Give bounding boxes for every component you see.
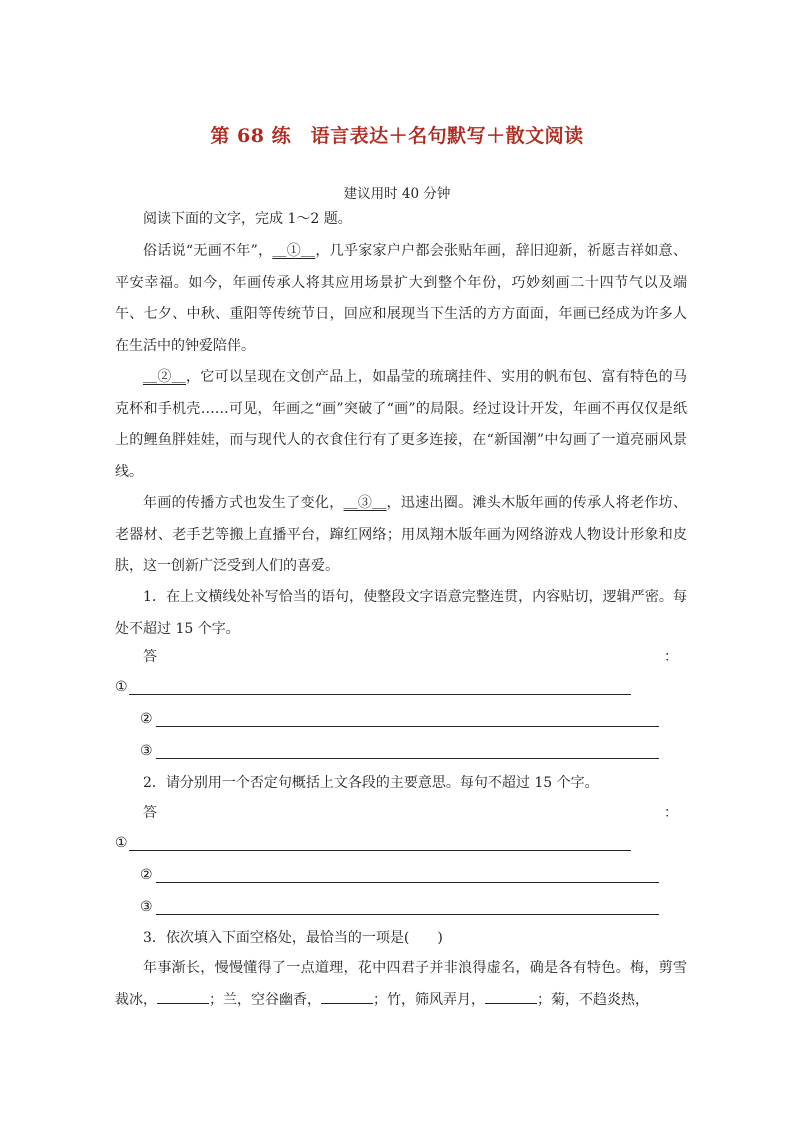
answer-label-2: 答 bbox=[143, 805, 157, 821]
blank-1: ＿①＿ bbox=[272, 243, 316, 259]
question-2: 2．请分别用一个否定句概括上文各段的主要意思。每句不超过 15 个字。 bbox=[143, 775, 599, 791]
answer-line-2-2[interactable]: ② bbox=[140, 865, 662, 885]
answer-line-2-1[interactable]: ① bbox=[115, 833, 635, 853]
answer-label-1: 答 bbox=[143, 649, 157, 665]
answer-colon-1: ： bbox=[664, 649, 678, 665]
passage-paragraph-2: ＿②＿，它可以呈现在文创产品上，如晶莹的琉璃挂件、实用的帆布包、富有特色的马克杯和手机壳……可见，年画之“画”突破了“画”的局限。经过设计开发，年画不再仅仅是纸上的鲤鱼胖娃娃，而与现代人的衣食住行有了更多连接，在“新国潮”中勾画了一道亮丽风景线。 bbox=[115, 369, 688, 480]
answer-line-2-3[interactable]: ③ bbox=[140, 897, 662, 917]
reading-instruction: 阅读下面的文字，完成 1～2 题。 bbox=[143, 211, 352, 227]
fill-blank-3[interactable] bbox=[485, 989, 537, 1004]
answer-line-1-2[interactable]: ② bbox=[140, 709, 662, 729]
question-1: 1．在上文横线处补写恰当的语句，使整段文字语意完整连贯，内容贴切，逻辑严密。每处不超过 15 个字。 bbox=[115, 589, 687, 637]
fill-blank-2[interactable] bbox=[321, 989, 373, 1004]
blank-3: ＿③＿ bbox=[343, 495, 387, 511]
answer-colon-2: ： bbox=[664, 805, 678, 821]
question-3-passage: 年事渐长，慢慢懂得了一点道理，花中四君子并非浪得虚名，确是各有特色。梅，剪雪裁冰， ；兰，空谷幽香， ；竹，筛风弄月， ；菊，不趋炎热， bbox=[115, 960, 687, 1008]
page-title: 第 68 练 语言表达＋名句默写＋散文阅读 bbox=[210, 125, 584, 147]
passage-paragraph-1: 俗话说“无画不年”，＿①＿，几乎家家户户都会张贴年画，辞旧迎新，祈愿吉祥如意、平安幸福。如今，年画传承人将其应用场景扩大到整个年份，巧妙刻画二十四节气以及端午、七夕、中秋、重阳等传统节日，回应和展现当下生活的方方面面，年画已经成为许多人在生活中的钟爱陪伴。 bbox=[115, 243, 687, 354]
passage-paragraph-3: 年画的传播方式也发生了变化，＿③＿，迅速出圈。滩头木版年画的传承人将老作坊、老器材、老手艺等搬上直播平台，蹿红网络；用凤翔木版年画为网络游戏人物设计形象和皮肤，这一创新广泛受到人们的喜爱。 bbox=[115, 495, 688, 574]
fill-blank-1[interactable] bbox=[157, 989, 209, 1004]
question-3: 3．依次填入下面空格处，最恰当的一项是( ) bbox=[143, 930, 443, 946]
blank-2: ＿②＿ bbox=[143, 369, 186, 385]
answer-line-1-3[interactable]: ③ bbox=[140, 741, 662, 761]
time-suggestion: 建议用时 40 分钟 bbox=[343, 186, 451, 202]
answer-line-1-1[interactable]: ① bbox=[115, 677, 635, 697]
